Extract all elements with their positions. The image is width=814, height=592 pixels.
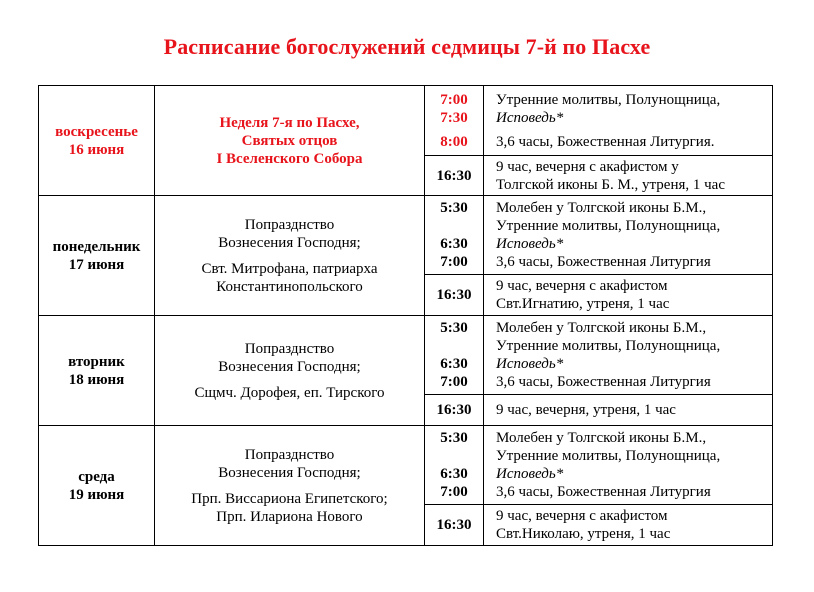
day-date: 19 июня: [68, 486, 125, 503]
confession-note: Исповедь*: [496, 356, 564, 372]
service-time: 5:30: [440, 430, 468, 446]
service-time: 5:30: [440, 320, 468, 336]
feast-cell: [155, 86, 425, 196]
service-time: 16:30: [436, 287, 472, 303]
table-row: [39, 316, 773, 395]
service-line: 3,6 часы, Божественная Литургия: [496, 374, 711, 390]
service-time: 6:30: [440, 356, 468, 372]
evening-service-cell: [484, 505, 773, 546]
evening-service-cell: [484, 395, 773, 426]
service-cell: [484, 196, 773, 275]
service-line: Утренние молитвы, Полунощница,: [496, 448, 721, 464]
feast-line: Неделя 7-я по Пасхе,: [219, 114, 360, 131]
service-time: 6:30: [440, 466, 468, 482]
day-cell: [39, 316, 155, 426]
feast-line: Прп. Виссариона Египетского;: [191, 490, 388, 507]
day-date: 18 июня: [68, 371, 125, 388]
time-cell: [425, 316, 484, 395]
service-line: Молебен у Толгской иконы Б.М.,: [496, 430, 707, 446]
day-name: воскресенье: [55, 123, 138, 140]
evening-time-cell: [425, 395, 484, 426]
service-time: 7:00: [440, 254, 468, 270]
feast-cell: [155, 196, 425, 316]
feast-cell: [155, 316, 425, 426]
day-name: вторник: [68, 353, 125, 370]
time-cell: [425, 196, 484, 275]
feast-line: Прп. Илариона Нового: [216, 508, 363, 525]
evening-service-cell: [484, 156, 773, 196]
day-cell: [39, 196, 155, 316]
feast-line: Попразднство: [244, 216, 335, 233]
feast-line: Попразднство: [244, 446, 335, 463]
confession-note: Исповедь*: [496, 236, 564, 252]
service-time: 16:30: [436, 517, 472, 533]
service-line: 3,6 часы, Божественная Литургия.: [496, 133, 715, 150]
service-cell: [484, 316, 773, 395]
table-row: [39, 86, 773, 156]
table-row: [39, 426, 773, 505]
feast-line: Вознесения Господня;: [218, 358, 361, 375]
day-cell: [39, 426, 155, 546]
table-row: [39, 196, 773, 275]
service-line: 9 час, вечерня с акафистом: [496, 278, 668, 294]
service-line: 9 час, вечерня с акафистом: [496, 508, 668, 524]
service-line: Молебен у Толгской иконы Б.М.,: [496, 320, 707, 336]
feast-cell: [155, 426, 425, 546]
service-line: Свт.Николаю, утреня, 1 час: [496, 526, 671, 542]
service-cell: [484, 426, 773, 505]
service-cell: [484, 86, 773, 156]
service-line: 3,6 часы, Божественная Литургия: [496, 484, 711, 500]
feast-line: Свт. Митрофана, патриарха: [201, 260, 378, 277]
evening-service-cell: [484, 275, 773, 316]
feast-line: Святых отцов: [241, 132, 338, 149]
time-cell: [425, 86, 484, 156]
confession-note: Исповедь*: [496, 466, 564, 482]
service-time: 7:00: [440, 484, 468, 500]
day-cell: [39, 86, 155, 196]
service-line: Молебен у Толгской иконы Б.М.,: [496, 200, 707, 216]
service-time: 8:00: [440, 133, 468, 150]
service-time: 7:30: [440, 109, 468, 126]
day-date: 16 июня: [68, 141, 125, 158]
feast-line: I Вселенского Собора: [216, 150, 363, 167]
service-time: 6:30: [440, 236, 468, 252]
service-line: 3,6 часы, Божественная Литургия: [496, 254, 711, 270]
schedule-table: [38, 85, 773, 546]
evening-time-cell: [425, 505, 484, 546]
evening-time-cell: [425, 275, 484, 316]
day-name: понедельник: [52, 238, 141, 255]
service-line: Толгской иконы Б. М., утреня, 1 час: [496, 176, 725, 193]
feast-line: Вознесения Господня;: [218, 464, 361, 481]
service-line: 9 час, вечерня, утреня, 1 час: [496, 402, 676, 418]
feast-line: Сщмч. Дорофея, еп. Тирского: [194, 384, 385, 401]
service-line: Утренние молитвы, Полунощница,: [496, 338, 721, 354]
service-line: Утренние молитвы, Полунощница,: [496, 91, 721, 108]
service-line: 9 час, вечерня с акафистом у: [496, 158, 679, 175]
day-name: среда: [78, 468, 115, 485]
page-title: Расписание богослужений седмицы 7-й по Пасхе: [163, 34, 651, 59]
service-time: 16:30: [436, 402, 472, 418]
service-line: Свт.Игнатию, утреня, 1 час: [496, 296, 670, 312]
confession-note: Исповедь*: [496, 109, 564, 126]
service-time: 16:30: [436, 167, 472, 184]
time-cell: [425, 426, 484, 505]
service-time: 5:30: [440, 200, 468, 216]
evening-time-cell: [425, 156, 484, 196]
service-time: 7:00: [440, 91, 468, 108]
service-line: Утренние молитвы, Полунощница,: [496, 218, 721, 234]
service-time: 7:00: [440, 374, 468, 390]
feast-line: Вознесения Господня;: [218, 234, 361, 251]
feast-line: Попразднство: [244, 340, 335, 357]
day-date: 17 июня: [68, 256, 125, 273]
feast-line: Константинопольского: [216, 278, 363, 295]
